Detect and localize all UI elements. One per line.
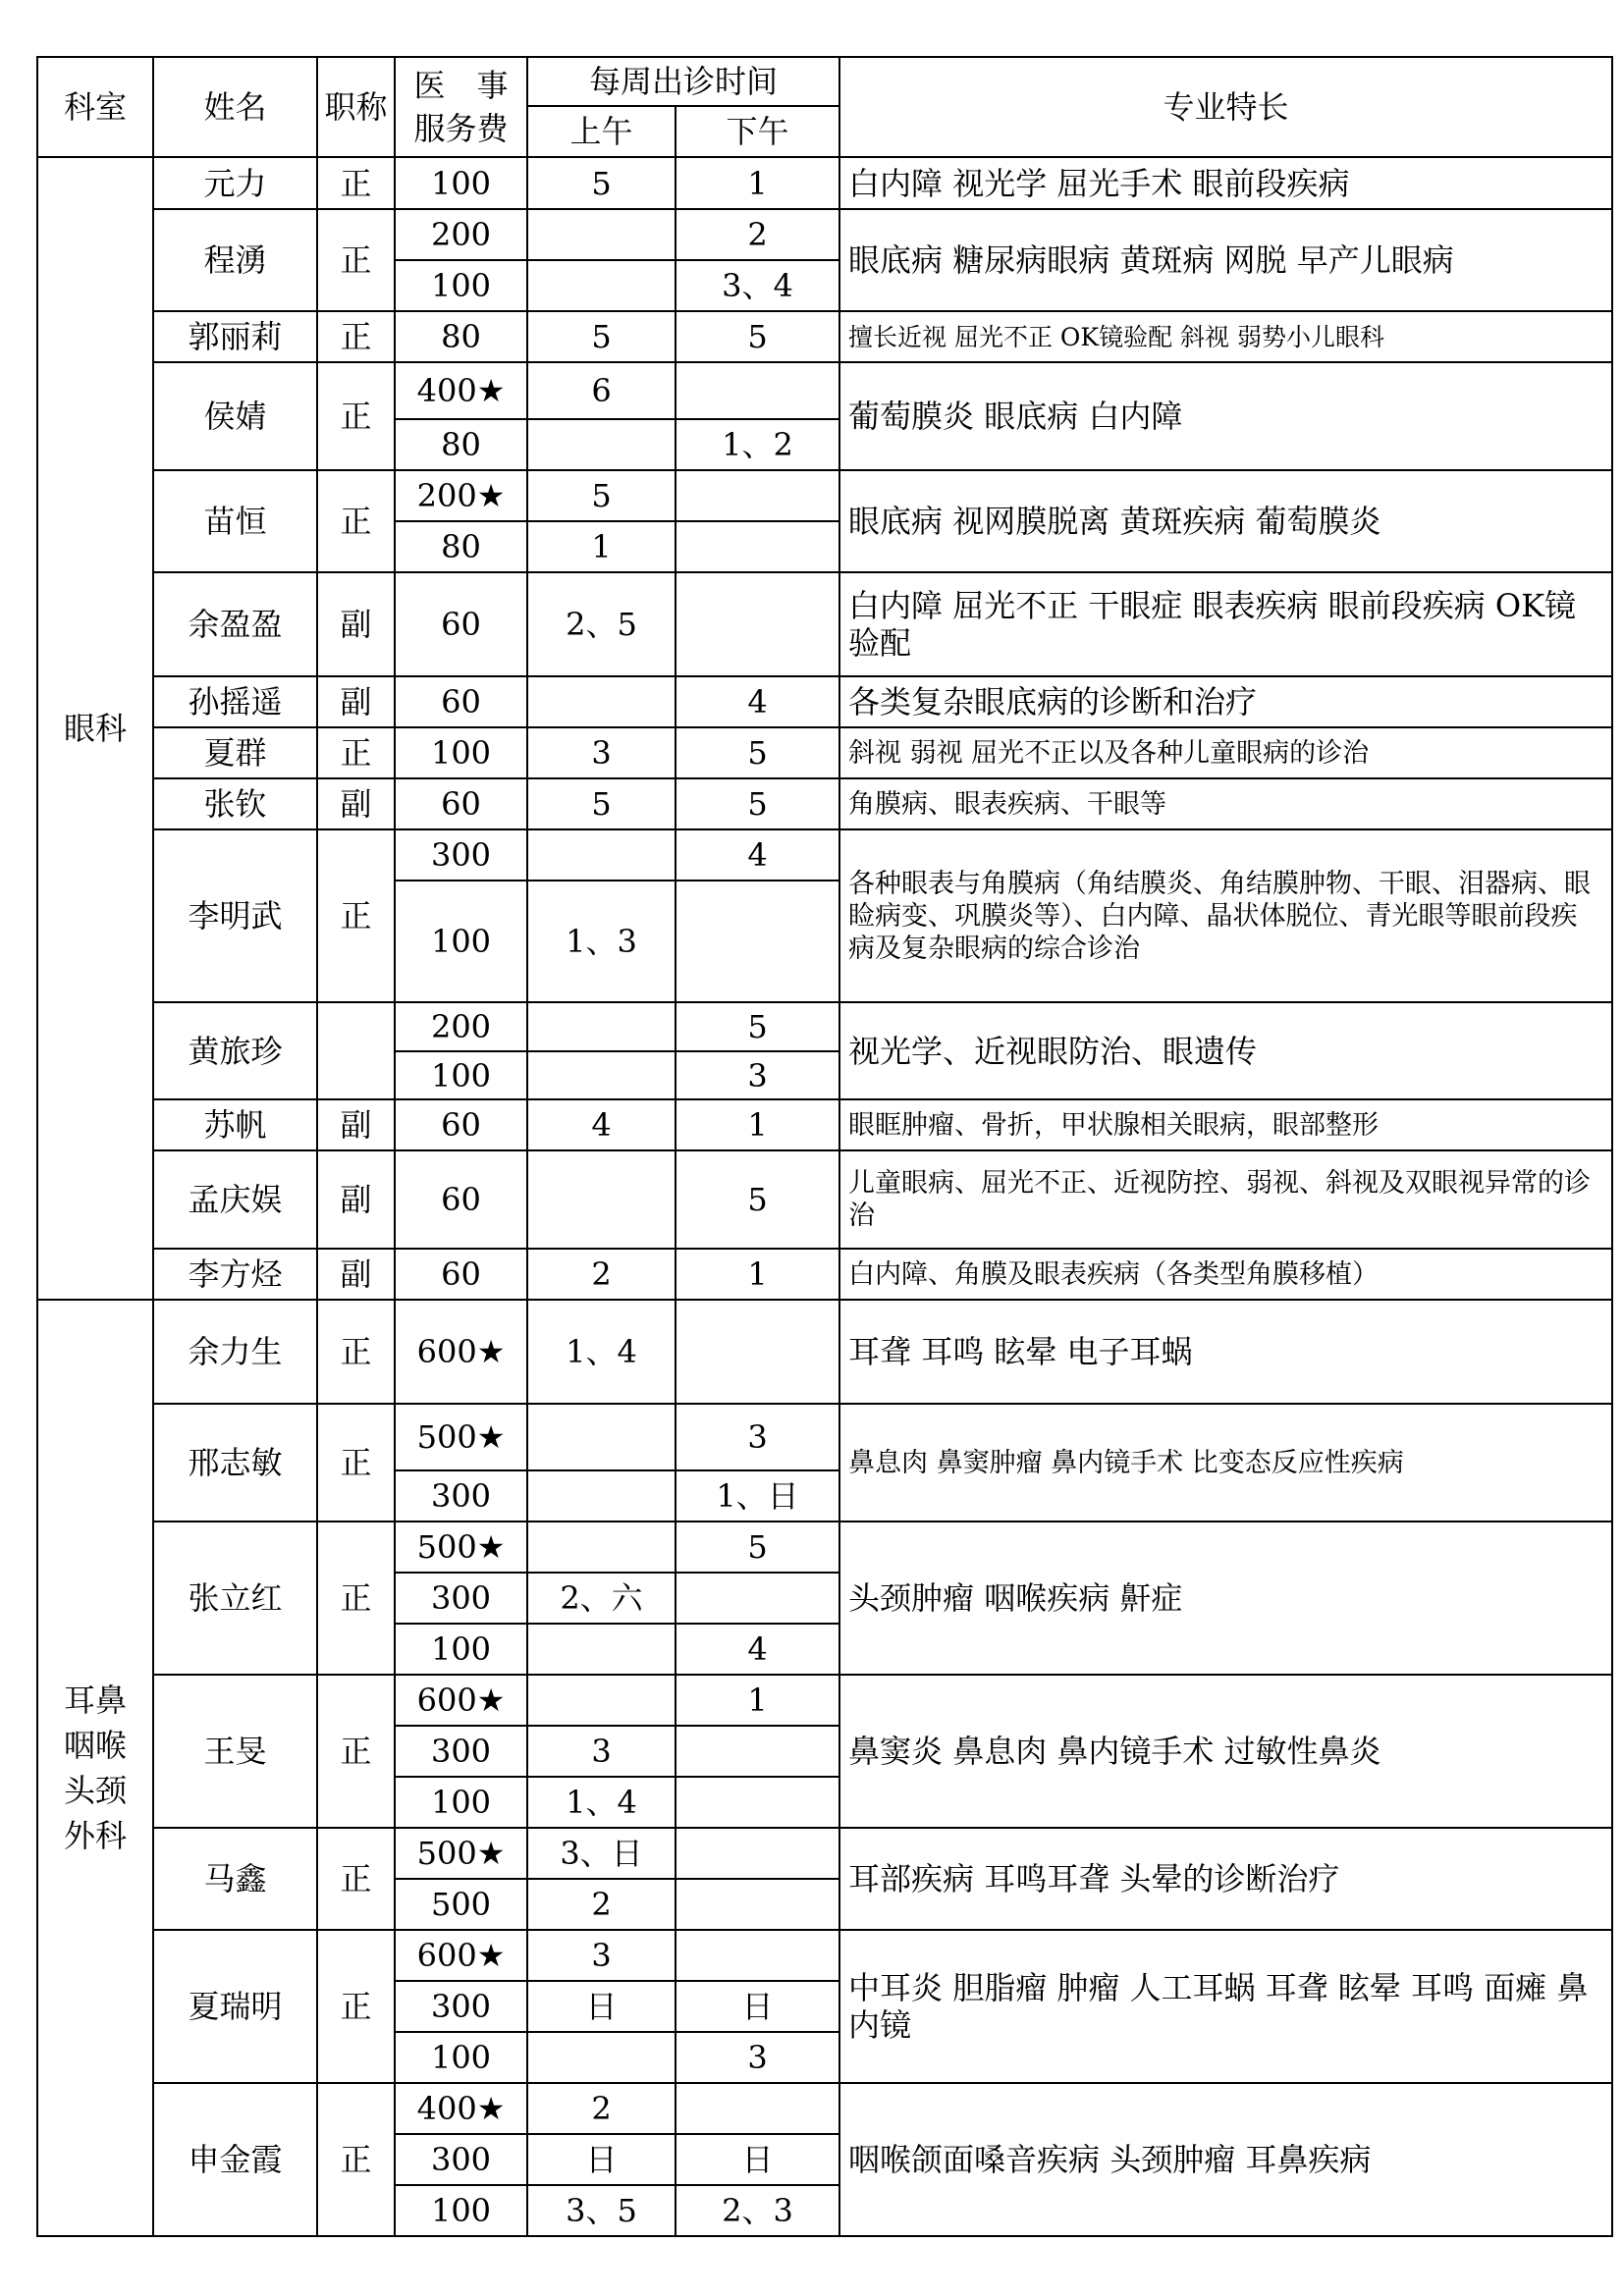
table-row — [37, 829, 1612, 881]
morning-days: 日 — [527, 2134, 676, 2185]
service-fee: 80 — [395, 419, 527, 470]
afternoon-days: 5 — [676, 727, 839, 778]
service-fee: 100 — [395, 1051, 527, 1099]
specialty-text: 葡萄膜炎 眼底病 白内障 — [848, 398, 1183, 435]
morning-days — [527, 829, 676, 881]
service-fee: 300 — [395, 2134, 527, 2185]
morning-days: 1、4 — [527, 1777, 676, 1828]
morning-days: 6 — [527, 362, 676, 419]
specialty-text: 擅长近视 屈光不正 OK镜验配 斜视 弱势小儿眼科 — [848, 323, 1384, 350]
morning-days: 2、六 — [527, 1573, 676, 1624]
specialty-cell — [839, 1404, 1612, 1522]
table-row — [37, 727, 1612, 778]
doctor-name: 侯婧 — [153, 362, 317, 470]
table-row — [37, 778, 1612, 829]
table-row — [37, 362, 1612, 419]
doctor-name: 程湧 — [153, 209, 317, 311]
specialty-text: 白内障 屈光不正 干眼症 眼表疾病 眼前段疾病 OK镜验配 — [848, 587, 1577, 662]
morning-days: 2 — [527, 2083, 676, 2134]
afternoon-days — [676, 2083, 839, 2134]
afternoon-days: 3 — [676, 2032, 839, 2083]
header-am: 上午 — [527, 106, 676, 157]
doctor-name: 申金霞 — [153, 2083, 317, 2236]
afternoon-days: 日 — [676, 1981, 839, 2032]
specialty-cell — [839, 1930, 1612, 2083]
morning-days: 2、5 — [527, 572, 676, 676]
table-row — [37, 1522, 1612, 1573]
specialty-cell — [839, 209, 1612, 311]
doctor-title: 正 — [317, 727, 395, 778]
morning-days: 3 — [527, 727, 676, 778]
afternoon-days — [676, 1300, 839, 1404]
service-fee: 60 — [395, 676, 527, 727]
specialty-cell — [839, 1522, 1612, 1675]
header-fee-line1: 医 事 — [413, 67, 509, 104]
morning-days: 3 — [527, 1726, 676, 1777]
doctor-name: 张钦 — [153, 778, 317, 829]
specialty-text: 耳部疾病 耳鸣耳聋 头晕的诊断治疗 — [848, 1860, 1340, 1897]
service-fee: 500★ — [395, 1522, 527, 1573]
doctor-name: 张立红 — [153, 1522, 317, 1675]
department-name: 耳鼻咽喉头颈外科 — [64, 1682, 128, 1854]
service-fee: 80 — [395, 521, 527, 572]
service-fee: 100 — [395, 157, 527, 209]
department-name: 眼科 — [64, 710, 128, 747]
afternoon-days: 3 — [676, 1051, 839, 1099]
doctor-name: 元力 — [153, 157, 317, 209]
afternoon-days — [676, 1930, 839, 1981]
doctor-title: 副 — [317, 572, 395, 676]
table-row — [37, 470, 1612, 521]
morning-days — [527, 1404, 676, 1470]
afternoon-days — [676, 881, 839, 1002]
afternoon-days: 1、日 — [676, 1470, 839, 1522]
table-row — [37, 676, 1612, 727]
afternoon-days: 4 — [676, 676, 839, 727]
table-row — [37, 157, 1612, 209]
doctor-title: 正 — [317, 470, 395, 572]
morning-days: 5 — [527, 157, 676, 209]
afternoon-days — [676, 572, 839, 676]
afternoon-days: 4 — [676, 1624, 839, 1675]
service-fee: 300 — [395, 1726, 527, 1777]
doctor-title: 正 — [317, 362, 395, 470]
doctor-name: 夏瑞明 — [153, 1930, 317, 2083]
doctor-name: 夏群 — [153, 727, 317, 778]
specialty-cell — [839, 311, 1612, 362]
service-fee: 60 — [395, 1249, 527, 1300]
doctor-name: 郭丽莉 — [153, 311, 317, 362]
service-fee: 200★ — [395, 470, 527, 521]
morning-days: 1、3 — [527, 881, 676, 1002]
service-fee: 60 — [395, 572, 527, 676]
doctor-title — [317, 1002, 395, 1099]
service-fee: 80 — [395, 311, 527, 362]
table-row — [37, 1404, 1612, 1470]
header-schedule: 每周出诊时间 — [527, 57, 839, 106]
doctor-title: 副 — [317, 1099, 395, 1150]
service-fee: 600★ — [395, 1300, 527, 1404]
doctor-title: 正 — [317, 1828, 395, 1930]
morning-days: 1、4 — [527, 1300, 676, 1404]
doctor-title: 正 — [317, 1404, 395, 1522]
service-fee: 100 — [395, 2185, 527, 2236]
doctor-title: 正 — [317, 209, 395, 311]
header-fee — [395, 57, 527, 157]
table-row — [37, 311, 1612, 362]
service-fee: 600★ — [395, 1675, 527, 1726]
header-pm: 下午 — [676, 106, 839, 157]
doctor-title: 副 — [317, 778, 395, 829]
doctor-title: 正 — [317, 311, 395, 362]
table-row — [37, 1002, 1612, 1051]
service-fee: 200 — [395, 1002, 527, 1051]
doctor-title: 正 — [317, 829, 395, 1002]
afternoon-days — [676, 1726, 839, 1777]
morning-days — [527, 1150, 676, 1249]
doctor-title: 副 — [317, 1249, 395, 1300]
afternoon-days: 1、2 — [676, 419, 839, 470]
afternoon-days — [676, 1777, 839, 1828]
morning-days: 2 — [527, 1249, 676, 1300]
department-cell — [37, 157, 153, 1300]
afternoon-days: 1 — [676, 157, 839, 209]
service-fee: 300 — [395, 1981, 527, 2032]
afternoon-days — [676, 362, 839, 419]
service-fee: 60 — [395, 778, 527, 829]
morning-days: 5 — [527, 470, 676, 521]
morning-days: 2 — [527, 1879, 676, 1930]
afternoon-days: 1 — [676, 1675, 839, 1726]
table-row — [37, 1930, 1612, 1981]
specialty-text: 眼眶肿瘤、骨折，甲状腺相关眼病，眼部整形 — [848, 1109, 1380, 1141]
morning-days — [527, 1522, 676, 1573]
morning-days — [527, 676, 676, 727]
specialty-cell — [839, 676, 1612, 727]
doctor-title: 正 — [317, 157, 395, 209]
specialty-text: 头颈肿瘤 咽喉疾病 鼾症 — [848, 1579, 1183, 1617]
afternoon-days: 日 — [676, 2134, 839, 2185]
specialty-cell — [839, 727, 1612, 778]
service-fee: 300 — [395, 1470, 527, 1522]
service-fee: 400★ — [395, 2083, 527, 2134]
header-title: 职称 — [317, 57, 395, 157]
specialty-cell — [839, 1150, 1612, 1249]
specialty-text: 白内障、角膜及眼表疾病（各类型角膜移植） — [848, 1258, 1380, 1290]
table-row — [37, 209, 1612, 260]
specialty-text: 各类复杂眼底病的诊断和治疗 — [848, 683, 1258, 721]
afternoon-days: 5 — [676, 1522, 839, 1573]
specialty-text: 耳聋 耳鸣 眩晕 电子耳蜗 — [848, 1333, 1193, 1370]
doctor-title: 正 — [317, 1522, 395, 1675]
doctor-title: 正 — [317, 1300, 395, 1404]
specialty-cell — [839, 1675, 1612, 1828]
service-fee: 300 — [395, 1573, 527, 1624]
doctor-name: 余盈盈 — [153, 572, 317, 676]
doctor-name: 邢志敏 — [153, 1404, 317, 1522]
morning-days — [527, 260, 676, 311]
afternoon-days: 4 — [676, 829, 839, 881]
doctor-title: 副 — [317, 676, 395, 727]
morning-days — [527, 1470, 676, 1522]
morning-days: 日 — [527, 1981, 676, 2032]
morning-days: 5 — [527, 778, 676, 829]
header-dept: 科室 — [37, 57, 153, 157]
specialty-cell — [839, 778, 1612, 829]
afternoon-days: 3、4 — [676, 260, 839, 311]
doctor-name: 王旻 — [153, 1675, 317, 1828]
doctor-name: 黄旅珍 — [153, 1002, 317, 1099]
service-fee: 100 — [395, 727, 527, 778]
morning-days — [527, 1675, 676, 1726]
table-row — [37, 1828, 1612, 1879]
specialty-text: 咽喉颌面嗓音疾病 头颈肿瘤 耳鼻疾病 — [848, 2141, 1372, 2178]
afternoon-days: 5 — [676, 1150, 839, 1249]
doctor-name: 李方烃 — [153, 1249, 317, 1300]
table-row — [37, 2083, 1612, 2134]
specialty-cell — [839, 1099, 1612, 1150]
morning-days: 1 — [527, 521, 676, 572]
specialty-cell — [839, 470, 1612, 572]
doctor-name: 苏帆 — [153, 1099, 317, 1150]
specialty-text: 视光学、近视眼防治、眼遗传 — [848, 1032, 1258, 1070]
afternoon-days: 5 — [676, 311, 839, 362]
specialty-text: 眼底病 糖尿病眼病 黄斑病 网脱 早产儿眼病 — [848, 241, 1454, 279]
specialty-cell — [839, 572, 1612, 676]
specialty-text: 鼻息肉 鼻窦肿瘤 鼻内镜手术 比变态反应性疾病 — [848, 1447, 1404, 1478]
doctor-title: 正 — [317, 1675, 395, 1828]
morning-days: 5 — [527, 311, 676, 362]
service-fee: 100 — [395, 1624, 527, 1675]
afternoon-days — [676, 1828, 839, 1879]
header-name: 姓名 — [153, 57, 317, 157]
specialty-cell — [839, 2083, 1612, 2236]
afternoon-days — [676, 470, 839, 521]
header-fee-line2: 服务费 — [413, 110, 509, 147]
afternoon-days — [676, 1879, 839, 1930]
department-cell — [37, 1300, 153, 2236]
service-fee: 60 — [395, 1150, 527, 1249]
specialty-cell — [839, 157, 1612, 209]
doctor-name: 马鑫 — [153, 1828, 317, 1930]
afternoon-days: 1 — [676, 1099, 839, 1150]
service-fee: 100 — [395, 260, 527, 311]
specialty-cell — [839, 362, 1612, 470]
morning-days: 4 — [527, 1099, 676, 1150]
doctor-name: 余力生 — [153, 1300, 317, 1404]
table-row — [37, 1300, 1612, 1404]
specialty-text: 白内障 视光学 屈光手术 眼前段疾病 — [848, 164, 1350, 202]
specialty-cell — [839, 1828, 1612, 1930]
service-fee: 100 — [395, 2032, 527, 2083]
service-fee: 300 — [395, 829, 527, 881]
afternoon-days: 5 — [676, 1002, 839, 1051]
doctor-name: 苗恒 — [153, 470, 317, 572]
service-fee: 500★ — [395, 1828, 527, 1879]
morning-days — [527, 1051, 676, 1099]
afternoon-days: 1 — [676, 1249, 839, 1300]
specialty-text: 儿童眼病、屈光不正、近视防控、弱视、斜视及双眼视异常的诊治 — [848, 1168, 1592, 1231]
doctor-name: 孙摇遥 — [153, 676, 317, 727]
clinic-schedule-table — [36, 56, 1613, 2237]
doctor-title: 正 — [317, 1930, 395, 2083]
table-row — [37, 1099, 1612, 1150]
afternoon-days: 2、3 — [676, 2185, 839, 2236]
specialty-text: 中耳炎 胆脂瘤 肿瘤 人工耳蜗 耳聋 眩晕 耳鸣 面瘫 鼻内镜 — [848, 1969, 1589, 2044]
morning-days — [527, 1002, 676, 1051]
table-row — [37, 1150, 1612, 1249]
service-fee: 600★ — [395, 1930, 527, 1981]
specialty-cell — [839, 829, 1612, 1002]
table-row — [37, 572, 1612, 676]
table-row — [37, 1675, 1612, 1726]
specialty-cell — [839, 1002, 1612, 1099]
specialty-text: 各种眼表与角膜病（角结膜炎、角结膜肿物、干眼、泪器病、眼睑病变、巩膜炎等）、白内障、晶状体脱位、青光眼等眼前段疾病及复杂眼病的综合诊治 — [848, 868, 1592, 964]
doctor-name: 孟庆娱 — [153, 1150, 317, 1249]
afternoon-days — [676, 1573, 839, 1624]
service-fee: 200 — [395, 209, 527, 260]
table-row — [37, 1249, 1612, 1300]
service-fee: 500★ — [395, 1404, 527, 1470]
afternoon-days: 5 — [676, 778, 839, 829]
afternoon-days: 2 — [676, 209, 839, 260]
morning-days — [527, 1624, 676, 1675]
morning-days: 3 — [527, 1930, 676, 1981]
service-fee: 60 — [395, 1099, 527, 1150]
morning-days — [527, 209, 676, 260]
specialty-cell — [839, 1249, 1612, 1300]
morning-days: 3、5 — [527, 2185, 676, 2236]
morning-days — [527, 419, 676, 470]
header-specialty: 专业特长 — [839, 57, 1612, 157]
afternoon-days: 3 — [676, 1404, 839, 1470]
service-fee: 100 — [395, 881, 527, 1002]
doctor-title: 副 — [317, 1150, 395, 1249]
specialty-text: 斜视 弱视 屈光不正以及各种儿童眼病的诊治 — [848, 737, 1370, 769]
service-fee: 100 — [395, 1777, 527, 1828]
specialty-cell — [839, 1300, 1612, 1404]
specialty-text: 鼻窦炎 鼻息肉 鼻内镜手术 过敏性鼻炎 — [848, 1733, 1381, 1770]
afternoon-days — [676, 521, 839, 572]
doctor-name: 李明武 — [153, 829, 317, 1002]
morning-days: 3、日 — [527, 1828, 676, 1879]
doctor-title: 正 — [317, 2083, 395, 2236]
specialty-text: 角膜病、眼表疾病、干眼等 — [848, 788, 1167, 820]
morning-days — [527, 2032, 676, 2083]
service-fee: 400★ — [395, 362, 527, 419]
specialty-text: 眼底病 视网膜脱离 黄斑疾病 葡萄膜炎 — [848, 503, 1381, 540]
service-fee: 500 — [395, 1879, 527, 1930]
